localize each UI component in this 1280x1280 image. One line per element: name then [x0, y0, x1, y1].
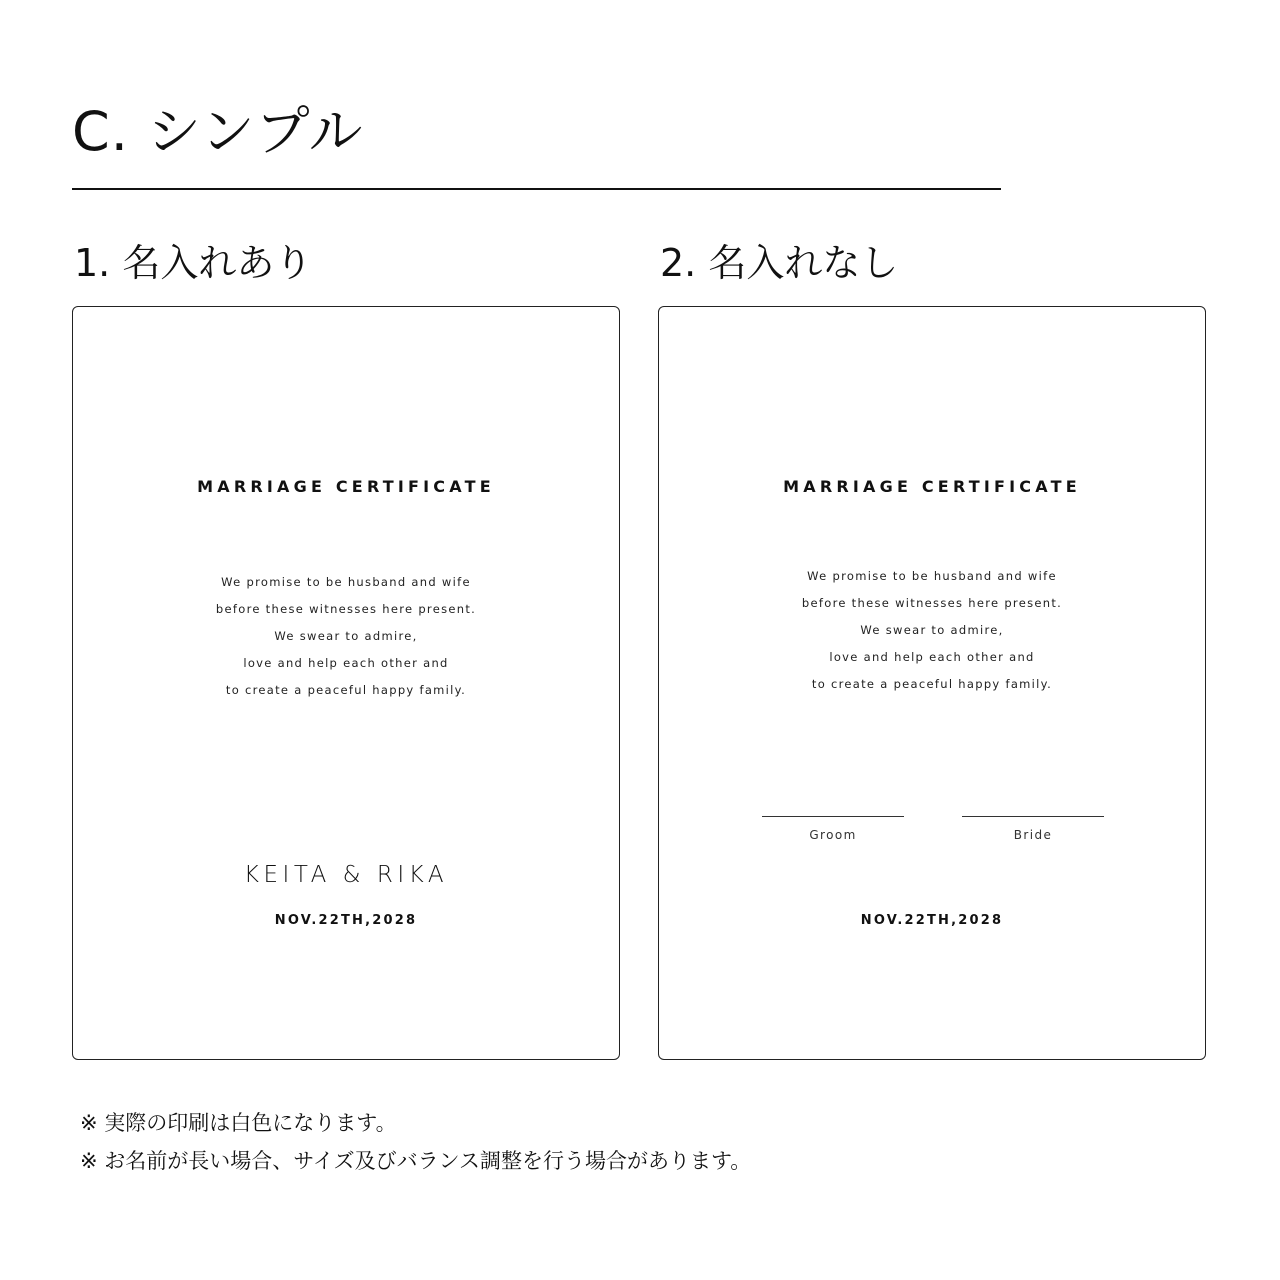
vow-line: to create a peaceful happy family. — [225, 683, 467, 697]
vow-line: to create a peaceful happy family. — [811, 677, 1053, 691]
couple-names: KEITA & RIKA — [243, 862, 449, 888]
groom-label: Groom — [809, 828, 857, 842]
page-title: C. シンプル — [72, 100, 364, 163]
vow-line: before these witnesses here present. — [801, 596, 1063, 610]
vow-text — [659, 563, 1205, 698]
groom-signature-line — [762, 816, 904, 817]
certificate-card-without-names — [658, 306, 1206, 1060]
vow-line: before these witnesses here present. — [215, 602, 477, 616]
certificate-card-with-names — [72, 306, 620, 1060]
bride-label: Bride — [1013, 828, 1053, 842]
wedding-date: NOV.22TH,2028 — [860, 913, 1004, 928]
vow-line: love and help each other and — [243, 656, 449, 670]
vow-text — [73, 569, 619, 704]
vow-line: We promise to be husband and wife — [807, 569, 1057, 583]
note-print-color: ※ 実際の印刷は白色になります。 — [80, 1111, 397, 1135]
vow-line: We swear to admire, — [860, 623, 1004, 637]
vow-line: We promise to be husband and wife — [221, 575, 471, 589]
bride-signature-line — [962, 816, 1104, 817]
vow-line: We swear to admire, — [274, 629, 418, 643]
notes — [80, 1104, 751, 1180]
wedding-date: NOV.22TH,2028 — [274, 913, 418, 928]
vow-line: love and help each other and — [829, 650, 1035, 664]
groom-signature — [762, 816, 904, 844]
option-label-without-names: 2. 名入れなし — [660, 241, 899, 285]
title-divider — [72, 188, 1001, 190]
certificate-title: MARRIAGE CERTIFICATE — [197, 477, 495, 496]
note-long-names: ※ お名前が長い場合、サイズ及びバランス調整を行う場合があります。 — [80, 1149, 752, 1173]
certificate-title: MARRIAGE CERTIFICATE — [783, 477, 1081, 496]
bride-signature — [962, 816, 1104, 844]
option-label-with-names: 1. 名入れあり — [74, 241, 313, 285]
